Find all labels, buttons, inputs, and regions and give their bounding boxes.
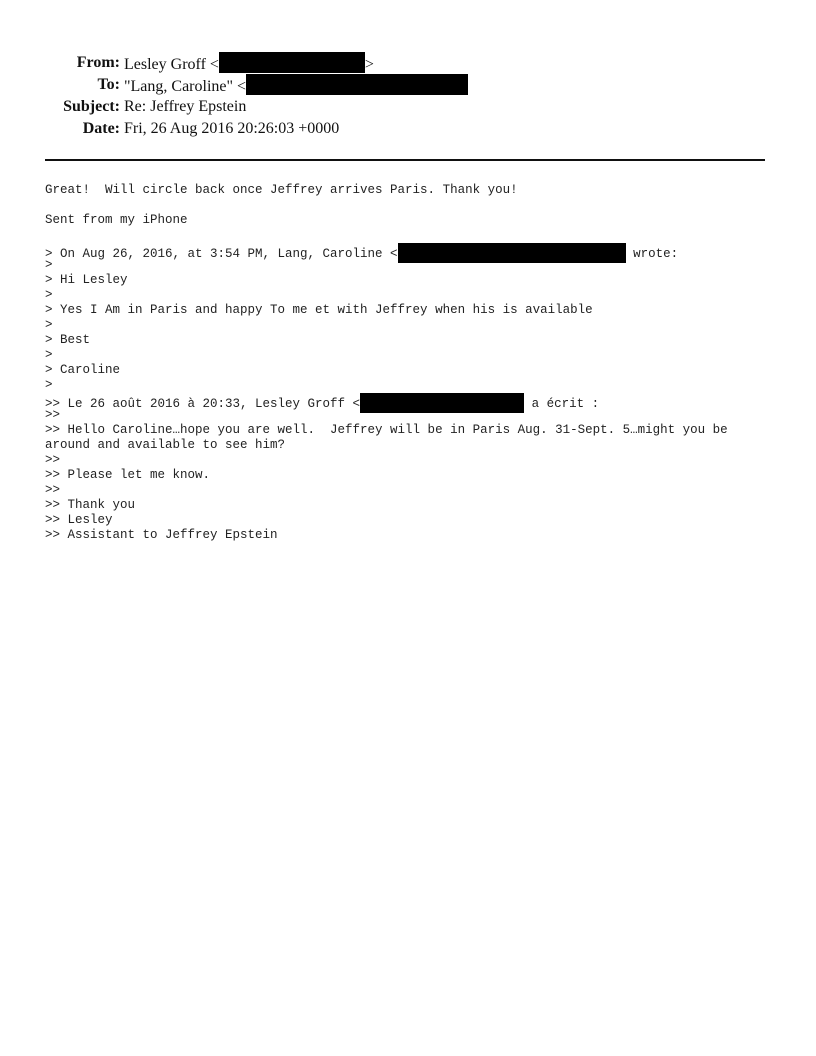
- to-label: To:: [97, 76, 120, 93]
- nested-quote-line: >>: [45, 483, 61, 497]
- to-value: [124, 74, 468, 98]
- quote-line: >: [45, 258, 53, 272]
- quote-intro-text: > On Aug 26, 2016, at 3:54 PM, Lang, Caroline <: [45, 247, 398, 261]
- date-label: Date:: [82, 120, 120, 137]
- subject-row: [0, 96, 816, 118]
- nested-quote-line: >> Please let me know.: [45, 468, 211, 482]
- quote-line: > Yes I Am in Paris and happy To me et with Jeffrey when his is available: [45, 303, 593, 317]
- to-row: [0, 74, 816, 96]
- nested-quote-line: >> Thank you: [45, 498, 136, 512]
- redaction-block: [246, 74, 468, 95]
- redaction-block: [398, 243, 626, 263]
- from-close: >: [364, 56, 374, 73]
- body-line: Great! Will circle back once Jeffrey arrives Paris. Thank you!: [45, 183, 518, 197]
- email-header: [0, 52, 816, 140]
- quote-intro: [45, 243, 773, 261]
- header-divider: [45, 159, 765, 161]
- date-value: Fri, 26 Aug 2016 20:26:03 +0000: [124, 120, 340, 137]
- nested-quote-line: >> Hello Caroline…hope you are well. Jeffrey will be in Paris Aug. 31-Sept. 5…might you be around and available to see him?: [45, 423, 736, 452]
- quote-line: >: [45, 378, 53, 392]
- nested-quote-line: >>: [45, 453, 61, 467]
- quote-line: > Best: [45, 333, 91, 347]
- nested-quote-line: >>: [45, 408, 61, 422]
- redaction-block: [219, 52, 365, 73]
- quote-line: > Caroline: [45, 363, 121, 377]
- date-row: [0, 118, 816, 140]
- subject-value: Re: Jeffrey Epstein: [124, 98, 247, 115]
- subject-label: Subject:: [63, 98, 120, 115]
- quote-line: > Hi Lesley: [45, 273, 128, 287]
- nested-quote-line: >> Assistant to Jeffrey Epstein: [45, 528, 278, 542]
- to-name: "Lang, Caroline" <: [124, 78, 247, 95]
- redaction-block: [360, 393, 524, 413]
- from-value: [124, 52, 374, 76]
- quote-line: >: [45, 288, 53, 302]
- from-name: Lesley Groff <: [124, 56, 219, 73]
- nested-quote-line: >> Lesley: [45, 513, 113, 527]
- from-row: [0, 52, 816, 74]
- quote-line: >: [45, 318, 53, 332]
- quote-line: >: [45, 348, 53, 362]
- quote-intro-wrote: wrote:: [625, 247, 679, 261]
- nested-quote-intro-text: >> Le 26 août 2016 à 20:33, Lesley Groff <: [45, 397, 361, 411]
- nested-quote-intro: [45, 393, 773, 411]
- nested-quote-intro-ecrit: a écrit :: [524, 397, 600, 411]
- signature-line: Sent from my iPhone: [45, 213, 188, 227]
- from-label: From:: [76, 54, 120, 71]
- email-body: [45, 183, 773, 543]
